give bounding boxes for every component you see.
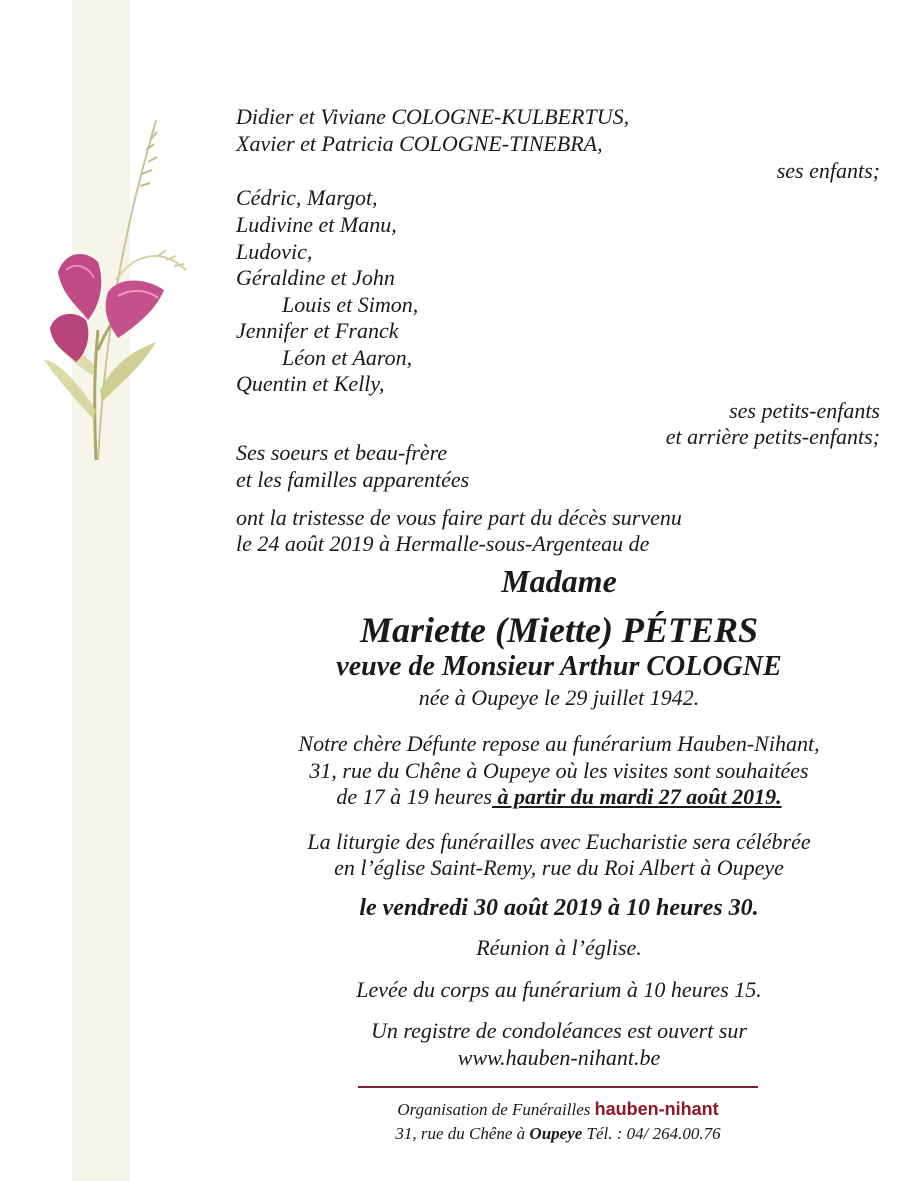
register-website[interactable]: www.hauben-nihant.be <box>457 1045 661 1070</box>
grandchildren-role-2: et arrière petits-enfants; <box>665 424 880 449</box>
widow-of: veuve de Monsieur Arthur COLOGNE <box>336 651 782 682</box>
register-line-1: Un registre de condoléances est ouvert sur <box>371 1018 747 1043</box>
grandchildren-line-4: Géraldine et John <box>236 265 395 290</box>
footer-address-prefix: 31, rue du Chêne à <box>395 1124 526 1143</box>
honorific: Madame <box>501 563 617 599</box>
visitation-hours: de 17 à 19 heures <box>336 784 492 809</box>
siblings-line-1: Ses soeurs et beau-frère <box>236 440 448 465</box>
deceased-name: Mariette (Miette) PÉTERS <box>360 610 758 650</box>
siblings-line-2: et les familles apparentées <box>236 467 470 492</box>
footer-phone: Tél. : 04/ 264.00.76 <box>586 1124 721 1143</box>
announcement-line-1: ont la tristesse de vous faire part du décès survenu <box>236 505 682 530</box>
grandchildren-line-1: Cédric, Margot, <box>236 185 378 210</box>
visitation-line-3 <box>200 784 918 810</box>
announcement-line-2: le 24 août 2019 à Hermalle-sous-Argenteau de <box>236 531 650 556</box>
great-grandchildren-line-2: Léon et Aaron, <box>282 345 413 370</box>
visitation-start-date: à partir du mardi 27 août 2019. <box>491 784 782 809</box>
grandchildren-role-1: ses petits-enfants <box>729 398 880 423</box>
footer-organisation <box>358 1099 758 1120</box>
children-line-2: Xavier et Patricia COLOGNE-TINEBRA, <box>236 131 603 156</box>
footer-address <box>358 1124 758 1144</box>
children-line-1: Didier et Viviane COLOGNE-KULBERTUS, <box>236 104 630 129</box>
birth-info: née à Oupeye le 29 juillet 1942. <box>418 685 700 710</box>
visitation-line-2: 31, rue du Chêne à Oupeye où les visites sont souhaitées <box>309 758 809 783</box>
footer-city: Oupeye <box>529 1124 583 1143</box>
great-grandchildren-line-1: Louis et Simon, <box>282 292 419 317</box>
grandchildren-line-3: Ludovic, <box>236 239 313 264</box>
funeral-date: le vendredi 30 août 2019 à 10 heures 30. <box>359 895 759 921</box>
hauben-nihant-logo: hauben-nihant <box>594 1099 719 1119</box>
children-role: ses enfants; <box>776 158 880 183</box>
footer-org-prefix: Organisation de Funérailles <box>397 1100 591 1119</box>
liturgy-line-2: en l’église Saint-Remy, rue du Roi Albert à Oupeye <box>334 855 784 880</box>
grandchildren-line-6: Quentin et Kelly, <box>236 371 385 396</box>
meeting-info: Réunion à l’église. <box>476 935 642 960</box>
grandchildren-line-2: Ludivine et Manu, <box>236 212 397 237</box>
grandchildren-line-5: Jennifer et Franck <box>236 318 399 343</box>
liturgy-line-1: La liturgie des funérailles avec Eucharistie sera célébrée <box>307 829 811 854</box>
visitation-line-1: Notre chère Défunte repose au funérarium Hauben-Nihant, <box>298 731 820 756</box>
levee-info: Levée du corps au funérarium à 10 heures 15. <box>356 977 762 1002</box>
calla-lily-flower-icon <box>36 110 216 470</box>
footer-divider <box>358 1086 758 1088</box>
